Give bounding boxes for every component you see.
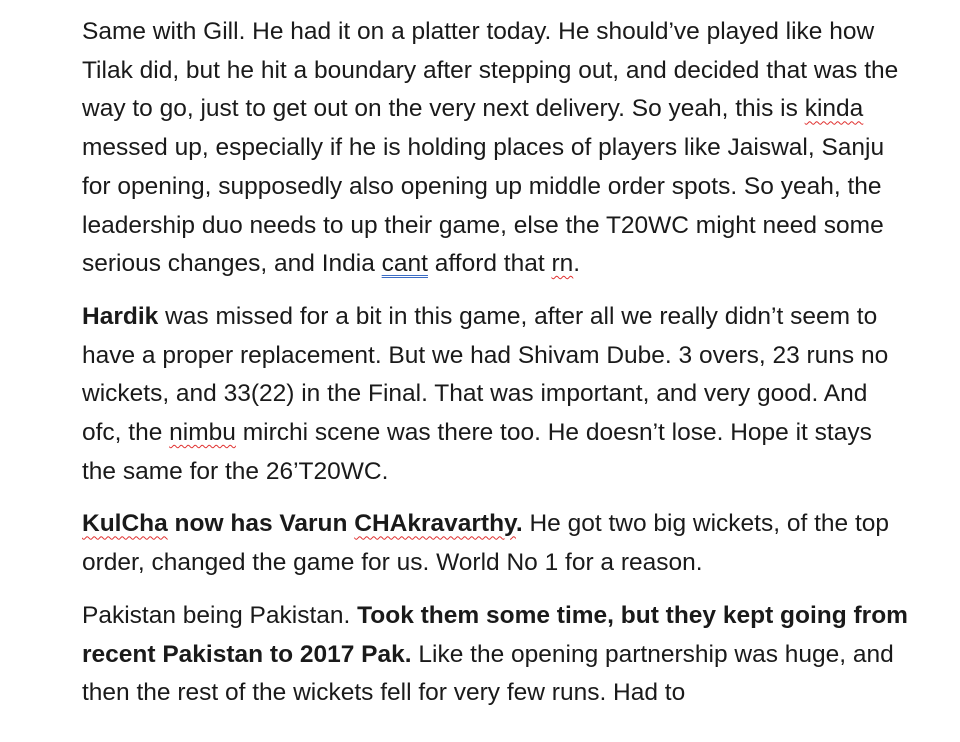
text-run: was missed for a bit in this game, after all we really didn’t seem to have a proper replacement. But we had Shivam Dube. 3 overs, 23 runs no wickets, and 33(22) in the Final. That was important, and very good. And ofc, the [82,302,889,447]
bold-text-run: now has Varun [167,510,355,538]
document-body[interactable] [82,13,912,727]
spelling-flagged-word: nimbu [169,419,236,447]
paragraph-pakistan [82,597,912,713]
text-run: He got two big wickets, of the top order, changed the game for us. World No 1 for a reason. [82,510,889,577]
text-run: . [573,250,581,278]
spelling-flagged-word: KulCha [82,510,168,538]
paragraph-hardik [82,298,912,492]
spelling-flagged-word: CHAkravarthy [354,510,516,538]
bold-text-run: Took them some time, but they kept going from recent Pakistan to 2017 Pak. [82,601,908,668]
text-run: mirchi scene was there too. He doesn’t lose. Hope it stays the same for the 26’T20WC. [82,419,872,485]
text-run: Pakistan being Pakistan. [82,601,358,629]
text-run: afford that [427,250,552,278]
spelling-flagged-word: kinda [804,95,864,123]
bold-text-run: Hardik [82,302,159,330]
grammar-flagged-word: cant [381,250,428,278]
spelling-flagged-word: rn [551,250,574,278]
text-run: Like the opening partnership was huge, and then the rest of the wickets fell for very few runs. Had to [82,640,894,707]
bold-text-run: . [515,510,523,538]
paragraph-gill [82,13,912,284]
paragraph-kulcha [82,505,912,582]
text-run: Same with Gill. He had it on a platter today. He should’ve played like how Tilak did, but he hit a boundary after stepping out, and decided that was the way to go, just to get out on the very next delivery. So yeah, this is [82,18,899,123]
text-run: messed up, especially if he is holding places of players like Jaiswal, Sanju for opening, supposedly also opening up middle order spots. So yeah, the leadership duo needs to up their game, else the T20WC might need some serious changes, and India [82,134,885,278]
